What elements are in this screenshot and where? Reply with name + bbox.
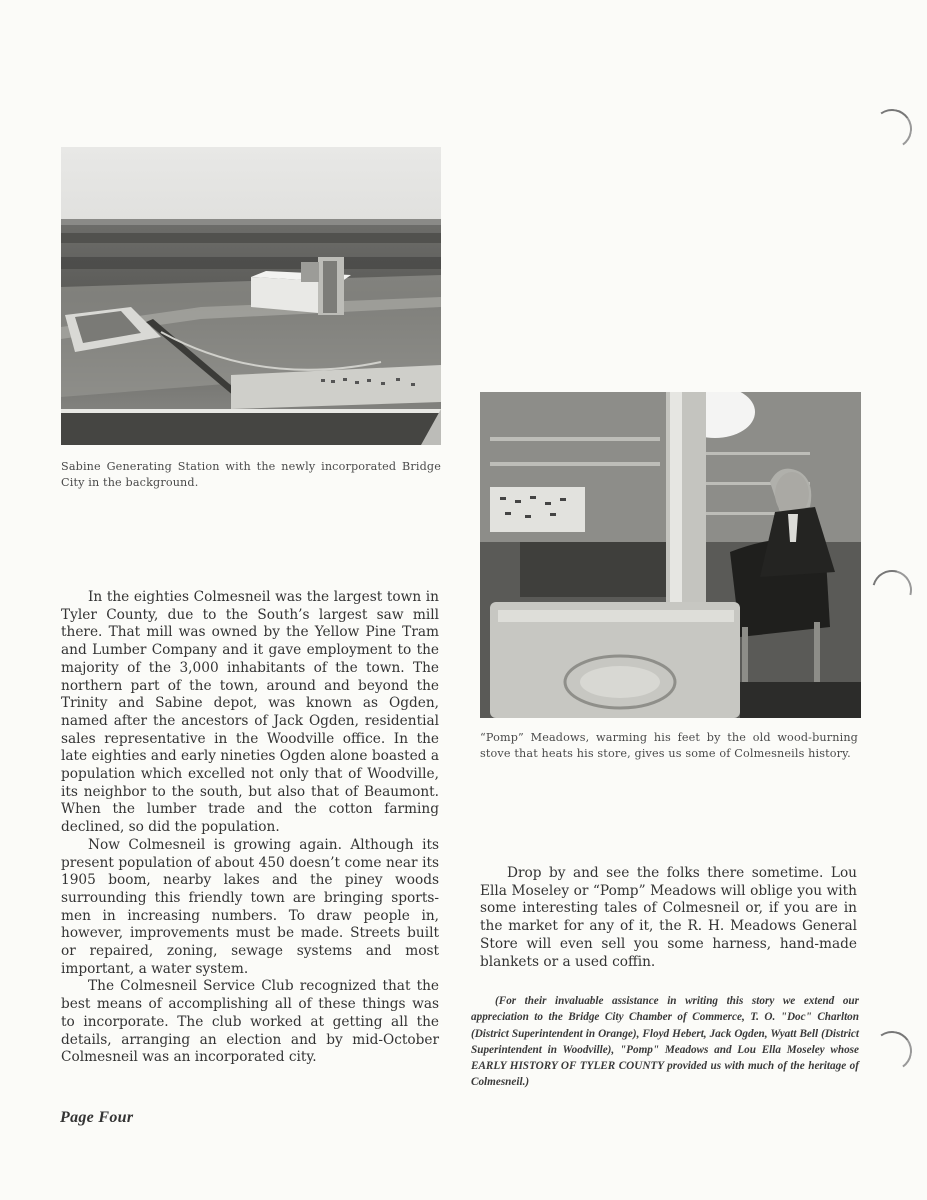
acknowledgment-note: (For their invaluable assistance in writing this story we extend our appreciation to the Bridge City Chamber of Commerce, T. O. "Doc" Charlton (District Superintendent in Orange), Floyd Hebert, Jack Ogden, Wyatt Bell (District Superintendent in Woodville), "Pomp" Meadows and Lou Ella Moseley whose EARLY HISTORY OF TYLER COUNTY provided us with much of the heritage of Colmesneil.) [471, 995, 859, 1089]
binder-hole-icon [865, 563, 920, 618]
photo-sabine-generating-station [61, 147, 441, 445]
article-right-column [480, 865, 857, 971]
photo-pomp-meadows-store [480, 392, 861, 718]
article-paragraph: In the eighties Colmesneil was the largest town in Tyler County, due to the South’s largest saw mill there. That mill was owned by the Yellow Pine Tram and Lumber Company and it gave employment to the majority of the 3,000 inhabitants of the town. The northern part of the town, around and beyond the Trinity and Sabine depot, was known as Ogden, named after the ancestors of Jack Ogden, residential sales representative in the Woodville office. In the late eighties and early nineties Ogden alone boasted a population which excelled not only that of Woodville, its neighbor to the south, but also that of Beaumont. When the lumber trade and the cotton farming declined, so did the population. [61, 589, 439, 836]
binder-hole-icon [869, 106, 915, 152]
page-number-label: Page Four [60, 1109, 134, 1126]
store-photo-caption: “Pomp” Meadows, warming his feet by the old wood-burning stove that heats his store, gives us some of Colmesneils history. [480, 731, 858, 760]
article-paragraph: The Colmesneil Service Club recognized that the best means of accomplishing all of these things was to incorporate. The club worked at getting all the details, arranging an election and by mid-October Colmesneil was an incorporated city. [61, 978, 439, 1066]
binder-hole-icon [869, 1028, 915, 1074]
article-paragraph: Drop by and see the folks there sometime. Lou Ella Moseley or “Pomp” Meadows will oblige you with some interesting tales of Colmesneil or, if you are in the market for any of it, the R. H. Meadows General Store will even sell you some harness, hand-made blankets or a used coffin. [480, 865, 857, 970]
station-photo-graphic [61, 147, 441, 445]
station-photo-caption: Sabine Generating Station with the newly incorporated Bridge City in the background. [61, 460, 441, 489]
article-paragraph: Now Colmesneil is growing again. Although its present population of about 450 doesn’t come near its 1905 boom, nearby lakes and the piney woods surrounding this friendly town are bringing sportsmen in increasing numbers. To draw people in, however, improvements must be made. Streets built or repaired, zoning, sewage systems and most important, a water system. [61, 836, 439, 977]
store-photo-graphic [480, 392, 861, 718]
article-left-column [61, 589, 439, 1067]
